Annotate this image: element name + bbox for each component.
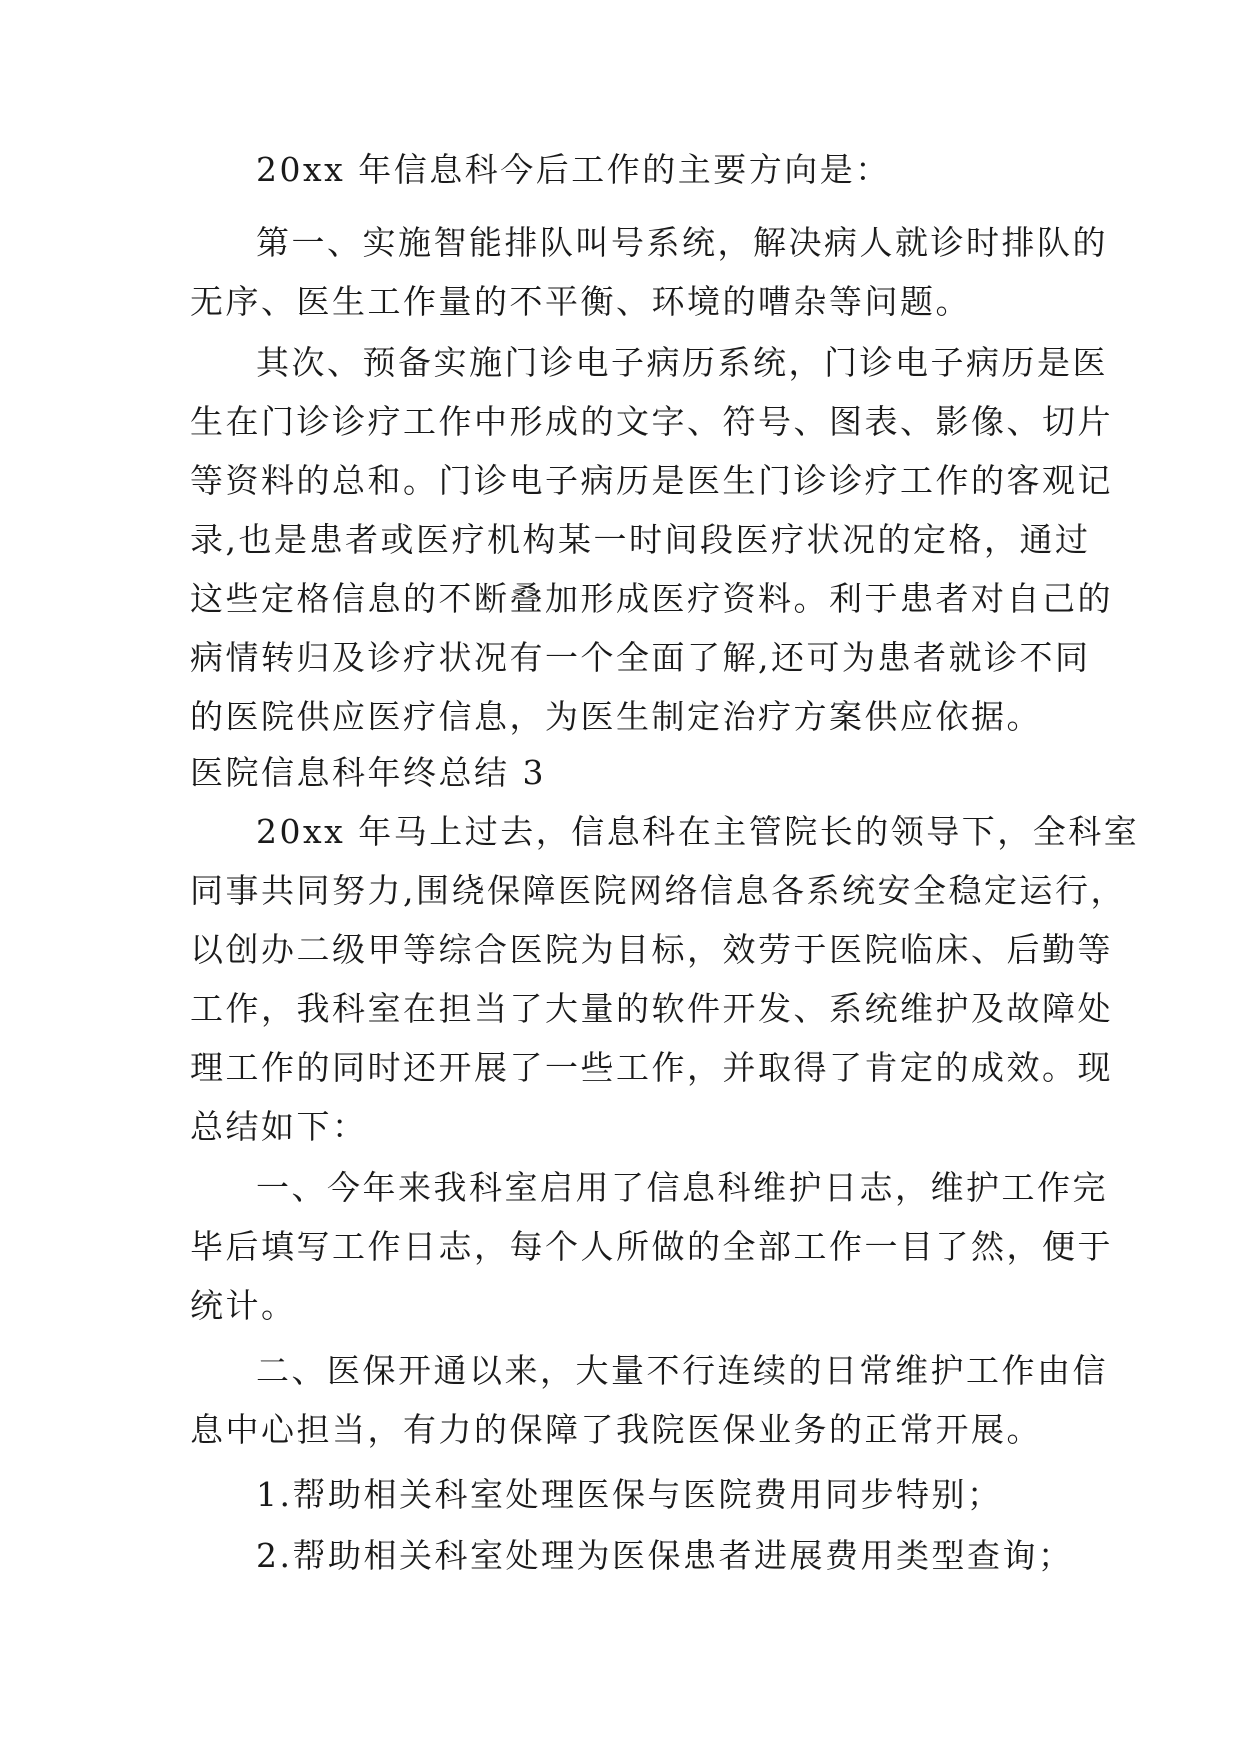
text-line: 毕后填写工作日志，每个人所做的全部工作一目了然，便于 <box>190 1227 1113 1266</box>
text-line: 等资料的总和。门诊电子病历是医生门诊诊疗工作的客观记 <box>190 461 1113 500</box>
list-item: 1.帮助相关科室处理医保与医院费用同步特别； <box>256 1475 1003 1514</box>
text-line: 工作，我科室在担当了大量的软件开发、系统维护及故障处 <box>190 989 1113 1028</box>
text-line: 一、今年来我科室启用了信息科维护日志，维护工作完 <box>256 1168 1108 1207</box>
text-line: 总结如下： <box>190 1107 368 1146</box>
text-line: 20xx 年信息科今后工作的主要方向是： <box>256 150 891 189</box>
text-line: 息中心担当，有力的保障了我院医保业务的正常开展。 <box>190 1410 1042 1449</box>
text-line: 这些定格信息的不断叠加形成医疗资料。利于患者对自己的 <box>190 579 1113 618</box>
text-line: 的医院供应医疗信息，为医生制定治疗方案供应依据。 <box>190 697 1042 736</box>
text-line: 二、医保开通以来，大量不行连续的日常维护工作由信 <box>256 1351 1108 1390</box>
text-line: 第一、实施智能排队叫号系统，解决病人就诊时排队的 <box>256 223 1108 262</box>
text-line: 无序、医生工作量的不平衡、环境的嘈杂等问题。 <box>190 282 971 321</box>
text-line: 统计。 <box>190 1286 297 1325</box>
text-line: 录,也是患者或医疗机构某一时间段医疗状况的定格，通过 <box>190 520 1091 559</box>
text-line: 生在门诊诊疗工作中形成的文字、符号、图表、影像、切片 <box>190 402 1113 441</box>
text-line: 病情转归及诊疗状况有一个全面了解,还可为患者就诊不同 <box>190 638 1091 677</box>
section-heading: 医院信息科年终总结 3 <box>190 753 546 792</box>
text-line: 其次、预备实施门诊电子病历系统，门诊电子病历是医 <box>256 343 1108 382</box>
list-item: 2.帮助相关科室处理为医保患者进展费用类型查询； <box>256 1536 1074 1575</box>
text-line: 以创办二级甲等综合医院为目标，效劳于医院临床、后勤等 <box>190 930 1113 969</box>
text-line: 同事共同努力,围绕保障医院网络信息各系统安全稳定运行， <box>190 871 1126 910</box>
text-line: 20xx 年马上过去，信息科在主管院长的领导下，全科室 <box>256 812 1140 851</box>
text-line: 理工作的同时还开展了一些工作，并取得了肯定的成效。现 <box>190 1048 1113 1087</box>
